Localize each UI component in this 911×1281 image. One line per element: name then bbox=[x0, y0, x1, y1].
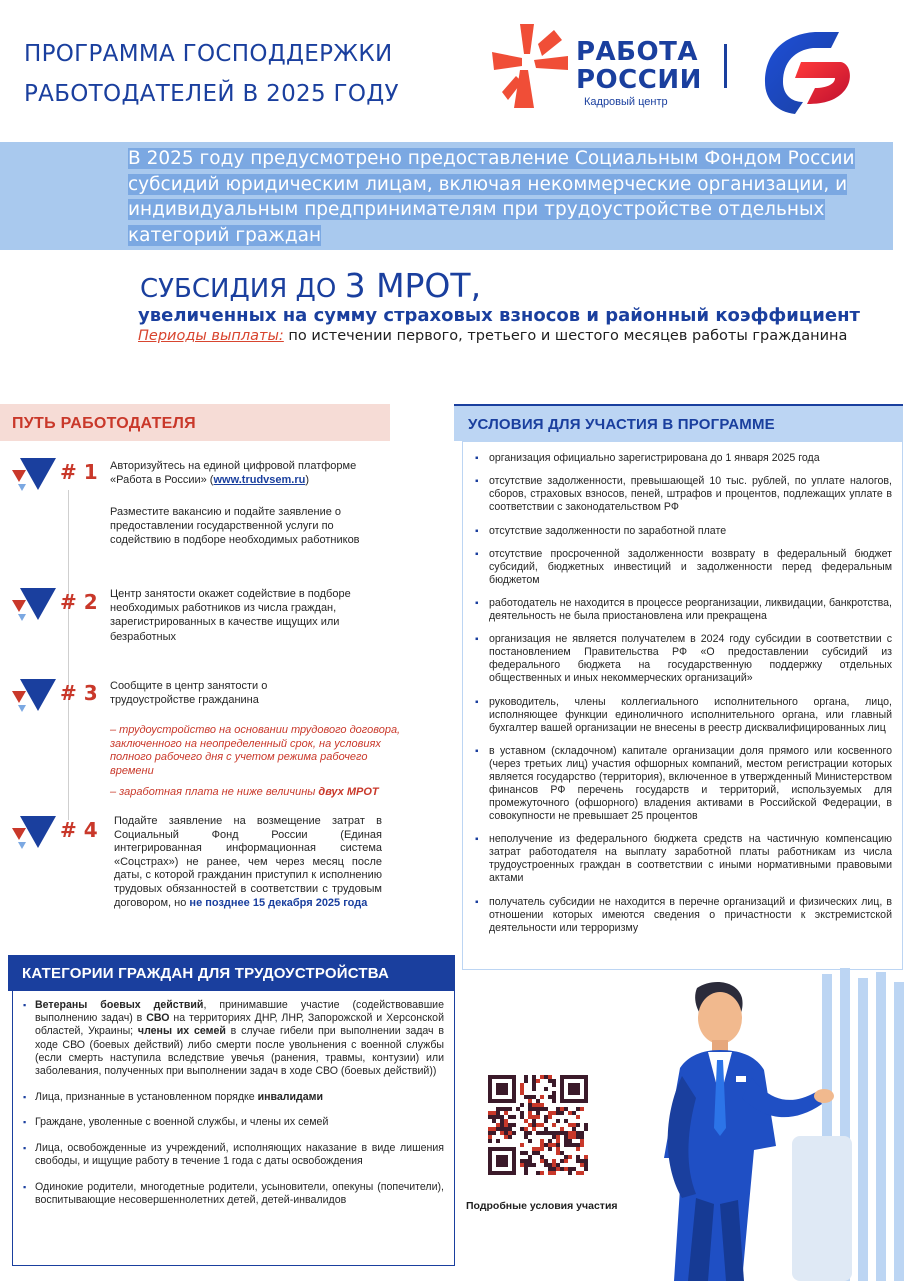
payment-periods bbox=[138, 328, 847, 344]
subsidy-amount: 3 МРОТ, bbox=[344, 266, 482, 305]
subsidy-headline bbox=[140, 266, 481, 305]
triangle-step-icon bbox=[12, 677, 58, 713]
step-4-number: # 4 bbox=[60, 818, 98, 842]
condition-item: ▪ организация не является получателем в 2024 году субсидии в соответствии с постановлением Правительства РФ «О предоставлении субсидий из федерального бюджета на государственную поддержку отдельных общественных и иных некоммерческих организаций» bbox=[473, 633, 892, 685]
steps-connector-line bbox=[68, 490, 69, 820]
qr-label: Подробные условия участия bbox=[466, 1200, 618, 1212]
categories-heading: КАТЕГОРИИ ГРАЖДАН ДЛЯ ТРУДОУСТРОЙСТВА bbox=[8, 955, 455, 991]
periods-label: Периоды выплаты: bbox=[138, 328, 284, 344]
rabota-star-icon bbox=[490, 22, 570, 112]
sfr-logo bbox=[755, 22, 855, 114]
condition-item: ▪ организация официально зарегистрирована до 1 января 2025 года bbox=[473, 452, 892, 465]
triangle-step-icon bbox=[12, 814, 58, 850]
qr-code[interactable] bbox=[485, 1072, 591, 1190]
sfr-emblem-icon bbox=[755, 22, 855, 114]
step-2-icon bbox=[12, 586, 112, 622]
employer-path-heading: ПУТЬ РАБОТОДАТЕЛЯ bbox=[0, 404, 390, 441]
triangle-step-icon bbox=[12, 456, 58, 492]
condition-item: ▪ получатель субсидии не находится в перечне организаций и физических лиц, в отношении которых имеются сведения о причастности к экстремистской деятельности или терроризму bbox=[473, 896, 892, 935]
step-2-number: # 2 bbox=[60, 590, 98, 614]
step-1-subtext: Разместите вакансию и подайте заявление о предоставлении государственной услуги по содействию в подборе необходимых работников bbox=[110, 506, 360, 547]
step-3-condition-2: – заработная плата не ниже величины двух МРОТ bbox=[110, 786, 379, 798]
logo-subtitle: Кадровый центр bbox=[584, 96, 668, 108]
step-3-icon bbox=[12, 677, 112, 713]
condition-item: ▪ отсутствие задолженности, превышающей 10 тыс. рублей, по уплате налогов, сборов, страховых взносов, пеней, штрафов и процентов, подлежащих уплате в соответствии с законодательством РФ bbox=[473, 475, 892, 514]
step-2-text: Центр занятости окажет содействие в подборе необходимых работников из числа граждан, зарегистрированных в качестве ищущих или безработных bbox=[110, 588, 351, 643]
logo-word-2: РОССИИ bbox=[576, 65, 702, 95]
businessman-illustration bbox=[592, 968, 911, 1281]
subsidy-subtitle: увеличенных на сумму страховых взносов и районный коэффициент bbox=[138, 305, 860, 326]
condition-item: ▪ отсутствие просроченной задолженности возврату в федеральный бюджет субсидий, бюджетных инвестиций и задолженности перед федеральным бюджетом bbox=[473, 548, 892, 587]
rabota-rossii-logo bbox=[490, 22, 720, 112]
periods-text: по истечении первого, третьего и шестого месяцев работы гражданина bbox=[283, 328, 848, 344]
category-item: ▪ Лица, признанные в установленном порядке инвалидами bbox=[23, 1091, 444, 1104]
step-3-text: Сообщите в центр занятости о трудоустройстве гражданина bbox=[110, 680, 268, 707]
title-line-2: РАБОТОДАТЕЛЕЙ В 2025 ГОДУ bbox=[24, 81, 399, 107]
condition-item: ▪ руководитель, члены коллегиального исполнительного органа, лицо, исполняющее функции единоличного исполнительного органа, или главный бухгалтер вашей организации не внесены в реестр дисквалифицированных лиц bbox=[473, 696, 892, 735]
category-item: ▪ Граждане, уволенные с военной службы, и члены их семей bbox=[23, 1116, 444, 1129]
step-3-condition-1: – трудоустройство на основании трудового договора, заключенного на неопределенный срок, на условиях полного рабочего дня с учетом режима рабочего времени bbox=[110, 724, 401, 777]
conditions-list bbox=[462, 441, 903, 970]
logo-divider bbox=[724, 44, 727, 88]
title-line-1: ПРОГРАММА ГОСПОДДЕРЖКИ bbox=[24, 41, 393, 67]
category-item: ▪ Одинокие родители, многодетные родители, усыновители, опекуны (попечители), воспитывающие несовершеннолетних детей, детей-инвалидов bbox=[23, 1181, 444, 1207]
page-title bbox=[24, 34, 484, 114]
step-1-number: # 1 bbox=[60, 460, 98, 484]
logo-word-1: РАБОТА bbox=[576, 37, 698, 67]
intro-text: В 2025 году предусмотрено предоставление Социальным Фондом России субсидий юридическим лицам, включая некоммерческие организации, и индивидуальным предпринимателям при трудоустройстве отдельных категорий граждан bbox=[128, 148, 855, 246]
category-item: ▪ Лица, освобожденные из учреждений, исполняющих наказание в виде лишения свободы, и ищущие работу в течение 1 года с даты освобождения bbox=[23, 1142, 444, 1168]
condition-item: ▪ неполучение из федерального бюджета средств на частичную компенсацию затрат работодателя на выплату заработной платы работникам из числа трудоустроенных граждан в соответствии с иными нормативными правовыми актами bbox=[473, 833, 892, 885]
subsidy-prefix: СУБСИДИЯ ДО bbox=[140, 274, 345, 304]
category-item: ▪ Ветераны боевых действий, принимавшие участие (содействовавшие выполнению задач) в СВО на территориях ДНР, ЛНР, Запорожской и Херсонской областей, Украины; члены их семей в случае гибели при выполнении задач в ходе СВО (боевых действий) либо смерти после увольнения с военной службы (если смерть наступила вследствие увечья (ранения, травмы, контузии) или заболевания, полученных при выполнении задач в ходе СВО (боевых действий)) bbox=[23, 999, 444, 1078]
step-1-text: Авторизуйтесь на единой цифровой платформе «Работа в России» (www.trudvsem.ru) bbox=[110, 460, 357, 487]
step-4-text: Подайте заявление на возмещение затрат в Социальный Фонд России (Единая интегрированная информационная система «Соцстрах») не ранее, чем через месяц после даты, с которой гражданин приступил к исполнению трудовых обязанностей в соответствии с трудовым договором, но не позднее 15 декабря 2025 года bbox=[114, 815, 382, 909]
condition-item: ▪ работодатель не находится в процессе реорганизации, ликвидации, банкротства, деятельность не была приостановлена или прекращена bbox=[473, 597, 892, 623]
step-4-icon bbox=[12, 814, 112, 850]
triangle-step-icon bbox=[12, 586, 58, 622]
condition-item: ▪ отсутствие задолженности по заработной плате bbox=[473, 525, 892, 538]
step-1-icon bbox=[12, 456, 112, 492]
condition-item: ▪ в уставном (складочном) капитале организации доля прямого или косвенного (через третьих лиц) участия офшорных компаний, местом регистрации которых является государство (территория), включенное в утвержденный Министерством финансов РФ перечень государств и территорий, используемых для промежуточного (офшорного) владения активами в Российской Федерации, в совокупности не превышает 25 процентов bbox=[473, 745, 892, 823]
categories-list bbox=[12, 991, 455, 1266]
conditions-heading: УСЛОВИЯ ДЛЯ УЧАСТИЯ В ПРОГРАММЕ bbox=[454, 404, 903, 441]
step-3-number: # 3 bbox=[60, 681, 98, 705]
trudvsem-link[interactable]: www.trudvsem.ru bbox=[213, 474, 306, 487]
